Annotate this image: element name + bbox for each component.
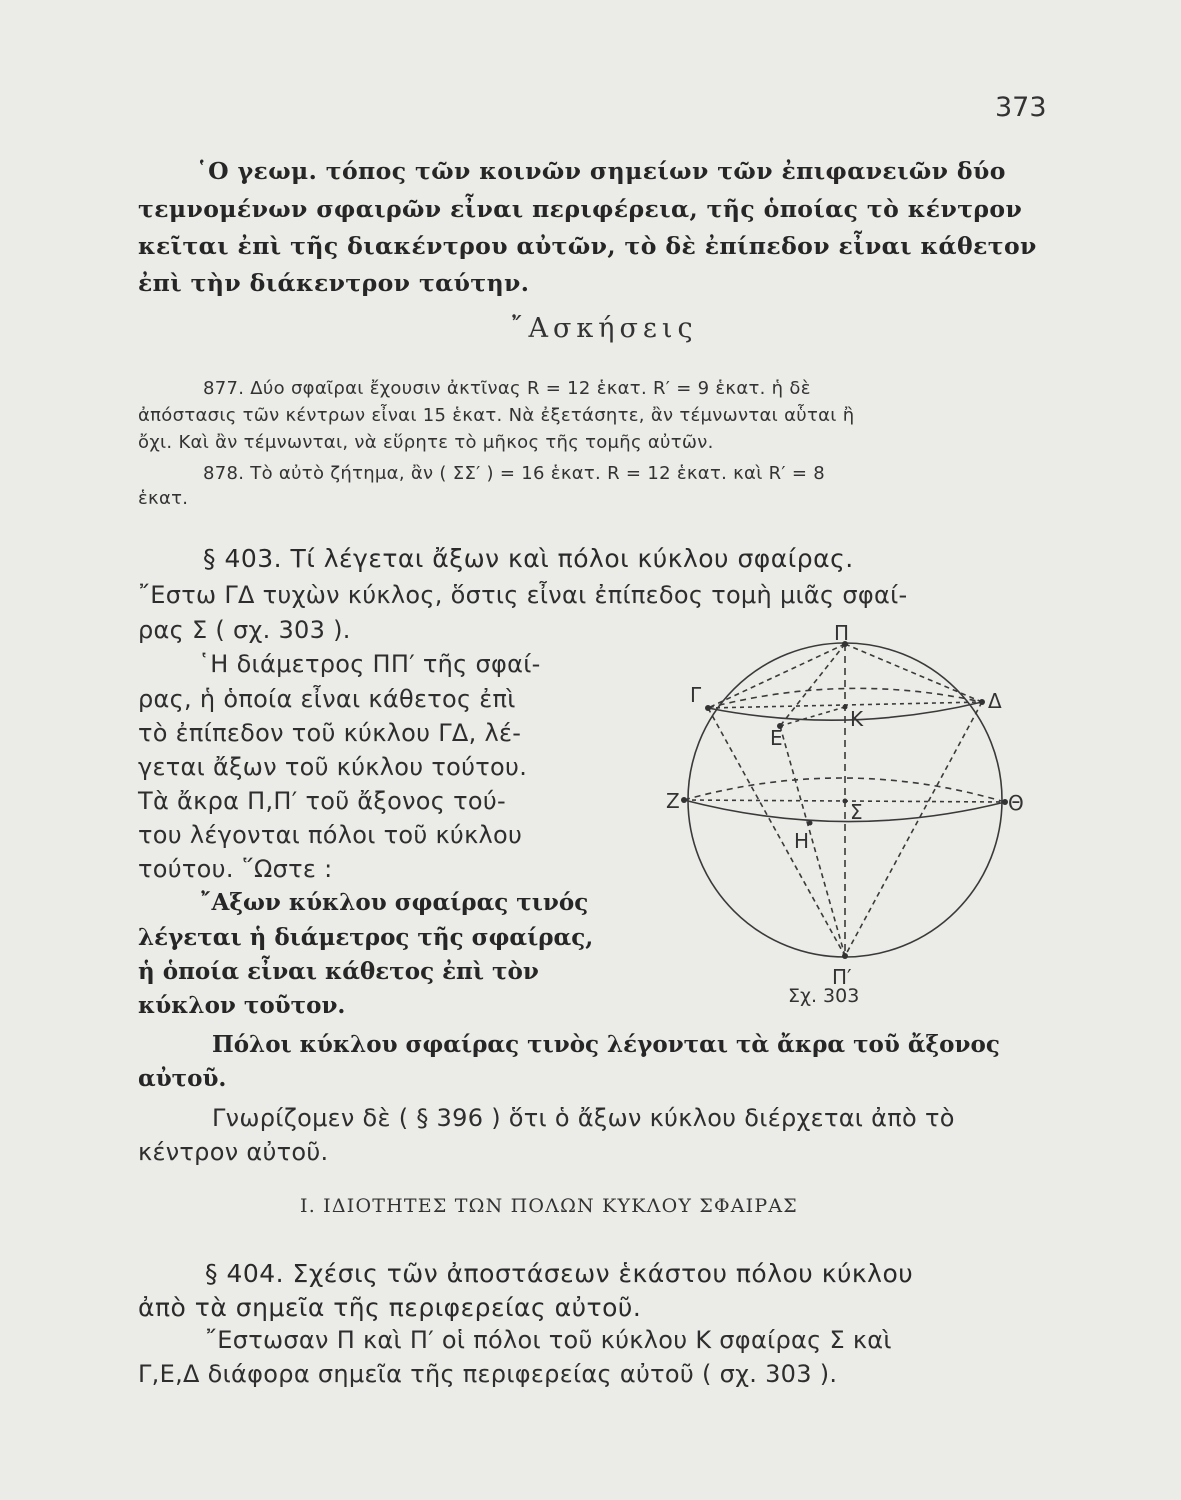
- section-403-title: § 403. Τί λέγεται ἄξων καὶ πόλοι κύκλου σφαίρας.: [203, 544, 854, 573]
- properties-subheading: I. ΙΔΙΟΤΗΤΕΣ ΤΩΝ ΠΟΛΩΝ ΚΥΚΛΟΥ ΣΦΑΙΡΑΣ: [300, 1195, 798, 1217]
- label-s: Σ: [850, 800, 863, 824]
- point-k: [843, 705, 848, 710]
- line-e-p2: [780, 726, 845, 956]
- diameter-line-6: του λέγονται πόλοι τοῦ κύκλου: [138, 821, 523, 849]
- poles-definition-line-2: αὐτοῦ.: [138, 1065, 227, 1092]
- final-line-2: Γ,Ε,Δ διάφορα σημεῖα τῆς περιφερείας αὐτοῦ ( σχ. 303 ).: [138, 1360, 838, 1388]
- exercise-line-5: ἑκατ.: [138, 488, 189, 509]
- axis-definition-line-3: ἡ ὁποία εἶναι κάθετος ἐπὶ τὸν: [138, 958, 539, 985]
- axis-definition-line-2: λέγεται ἡ διάμετρος τῆς σφαίρας,: [138, 924, 594, 951]
- diameter-line-4: γεται ἄξων τοῦ κύκλου τούτου.: [138, 753, 528, 781]
- section-403-line-2: ῎Εστω ΓΔ τυχὼν κύκλος, ὅστις εἶναι ἐπίπεδος τομὴ μιᾶς σφαί-: [138, 581, 908, 609]
- axis-definition-line-1: ῎Αξων κύκλου σφαίρας τινός: [200, 889, 589, 916]
- final-line-1: ῎Εστωσαν Π καὶ Π′ οἱ πόλοι τοῦ κύκλου Κ σφαίρας Σ καὶ: [205, 1326, 892, 1354]
- label-h: Η: [794, 829, 810, 853]
- label-p: Π: [834, 621, 850, 645]
- label-p2: Π′: [832, 965, 852, 989]
- radius-ke: [780, 707, 845, 726]
- point-z: [681, 797, 687, 803]
- poles-definition-line-1: Πόλοι κύκλου σφαίρας τινὸς λέγονται τὰ ἄκρα τοῦ ἄξονος: [212, 1031, 1000, 1058]
- diameter-line-5: Τὰ ἄκρα Π,Π′ τοῦ ἄξονος τού-: [138, 787, 506, 815]
- line-d-p2: [845, 702, 982, 956]
- section-404-line-2: ἀπὸ τὰ σημεῖα τῆς περιφερείας αὐτοῦ.: [138, 1293, 642, 1322]
- diameter-line-3: τὸ ἐπίπεδον τοῦ κύκλου ΓΔ, λέ-: [138, 719, 522, 747]
- exercise-line-3: ὄχι. Καὶ ἂν τέμνωνται, νὰ εὕρητε τὸ μῆκος τῆς τομῆς αὐτῶν.: [138, 432, 714, 453]
- intro-line-3: κεῖται ἐπὶ τῆς διακέντρου αὐτῶν, τὸ δὲ ἐπίπεδον εἶναι κάθετον: [138, 232, 1037, 260]
- intro-line-2: τεμνομένων σφαιρῶν εἶναι περιφέρεια, τῆς ὁποίας τὸ κέντρον: [138, 195, 1023, 223]
- intro-line-4: ἐπὶ τὴν διάκεντρον ταύτην.: [138, 269, 530, 297]
- point-s: [843, 799, 848, 804]
- known-line-1: Γνωρίζομεν δὲ ( § 396 ) ὅτι ὁ ἄξων κύκλου διέρχεται ἀπὸ τὸ: [212, 1104, 955, 1132]
- exercise-line-1: 877. Δύο σφαῖραι ἔχουσιν ἀκτῖνας R = 12 ἑκατ. R′ = 9 ἑκατ. ἡ δὲ: [203, 378, 811, 399]
- label-z: Ζ: [666, 789, 680, 813]
- known-line-2: κέντρον αὐτοῦ.: [138, 1138, 329, 1166]
- diameter-line-2: ρας, ἡ ὁποία εἶναι κάθετος ἐπὶ: [138, 685, 516, 713]
- label-e: Ε: [770, 726, 783, 750]
- axis-definition-line-4: κύκλον τοῦτον.: [138, 992, 346, 1019]
- intro-line-1: ῾Ο γεωμ. τόπος τῶν κοινῶν σημείων τῶν ἐπιφανειῶν δύο: [196, 157, 1006, 185]
- section-404-title: § 404. Σχέσις τῶν ἀποστάσεων ἑκάστου πόλου κύκλου: [205, 1259, 914, 1288]
- line-p-d: [845, 644, 982, 702]
- diameter-line-7: τούτου. ῞Ωστε :: [138, 855, 333, 883]
- diameter-line-1: ῾Η διάμετρος ΠΠ′ τῆς σφαί-: [198, 650, 541, 678]
- figure-caption: Σχ. 303: [788, 985, 860, 1007]
- exercise-line-2: ἀπόστασις τῶν κέντρων εἶναι 15 ἑκατ. Νὰ ἐξετάσητε, ἂν τέμνωνται αὗται ἢ: [138, 405, 855, 426]
- exercise-line-4: 878. Τὸ αὐτὸ ζήτημα, ἂν ( ΣΣ′ ) = 16 ἑκατ. R = 12 ἑκατ. καὶ R′ = 8: [203, 463, 825, 484]
- page-number: 373: [995, 92, 1047, 123]
- label-k: K: [850, 707, 864, 731]
- label-g: Γ: [690, 683, 702, 707]
- point-h: [808, 821, 813, 826]
- point-d: [979, 699, 985, 705]
- line-p-g: [708, 644, 845, 708]
- label-th: Θ: [1008, 791, 1024, 815]
- line-p-e: [780, 644, 845, 726]
- sphere-figure: [660, 620, 1060, 1020]
- label-d: Δ: [988, 689, 1002, 713]
- point-g: [705, 705, 711, 711]
- point-p2: [842, 953, 848, 959]
- section-403-line-3: ρας Σ ( σχ. 303 ).: [138, 616, 351, 644]
- exercises-heading: ῎Ασκήσεις: [510, 313, 698, 344]
